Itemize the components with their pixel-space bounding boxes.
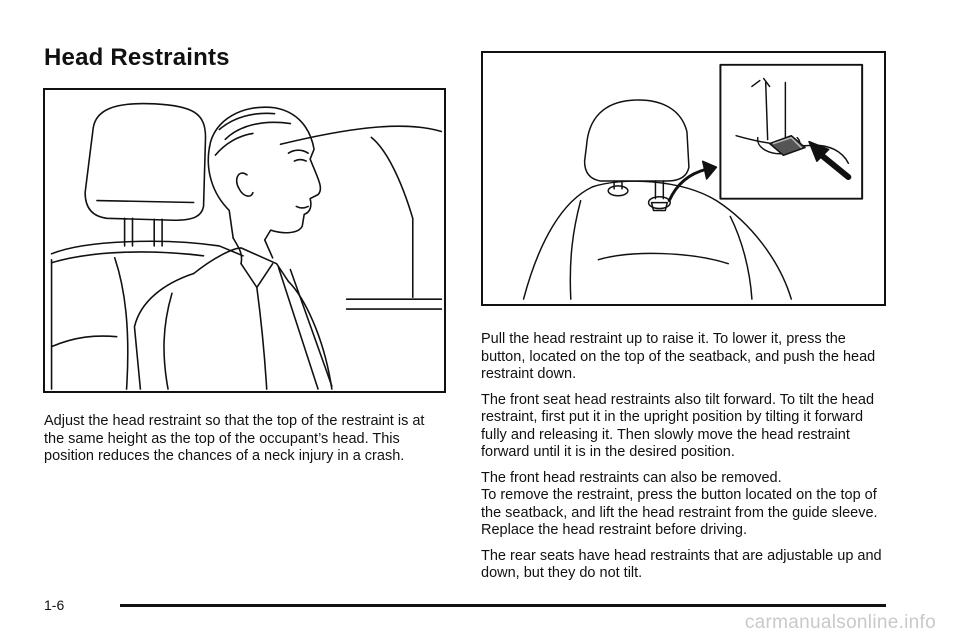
footer-rule bbox=[120, 604, 886, 607]
right-text-column bbox=[481, 331, 891, 591]
paragraph: The rear seats have head restraints that are adjustable up and down, but they do not tilt. bbox=[481, 547, 882, 581]
head-restraint-button-illustration bbox=[481, 51, 886, 306]
watermark: carmanualsonline.info bbox=[744, 612, 936, 633]
paragraph: Pull the head restraint up to raise it. To lower it, press the button, located on the top of the seatback, and push the head restraint down. bbox=[481, 331, 876, 382]
page-number: 1-6 bbox=[44, 597, 65, 613]
occupant-head-restraint-illustration bbox=[43, 88, 446, 393]
left-text-column bbox=[44, 413, 444, 474]
paragraph: The front seat head restraints also tilt forward. To tilt the head restraint, first put it in the upright position by tilting it forward fully and releasing it. Then slowly move the head restraint forward until it is in the desired position. bbox=[481, 391, 875, 460]
page-title: Head Restraints bbox=[44, 44, 230, 71]
paragraph: Adjust the head restraint so that the top of the restraint is at the same height as the top of the occupant’s head. This position reduces the chances of a neck injury in a crash. bbox=[44, 413, 425, 464]
paragraph: The front head restraints can also be removed. To remove the restraint, press the button located on the top of the seatback, and lift the head restraint from the guide sleeve. Replace the head restraint before driving. bbox=[481, 469, 878, 538]
